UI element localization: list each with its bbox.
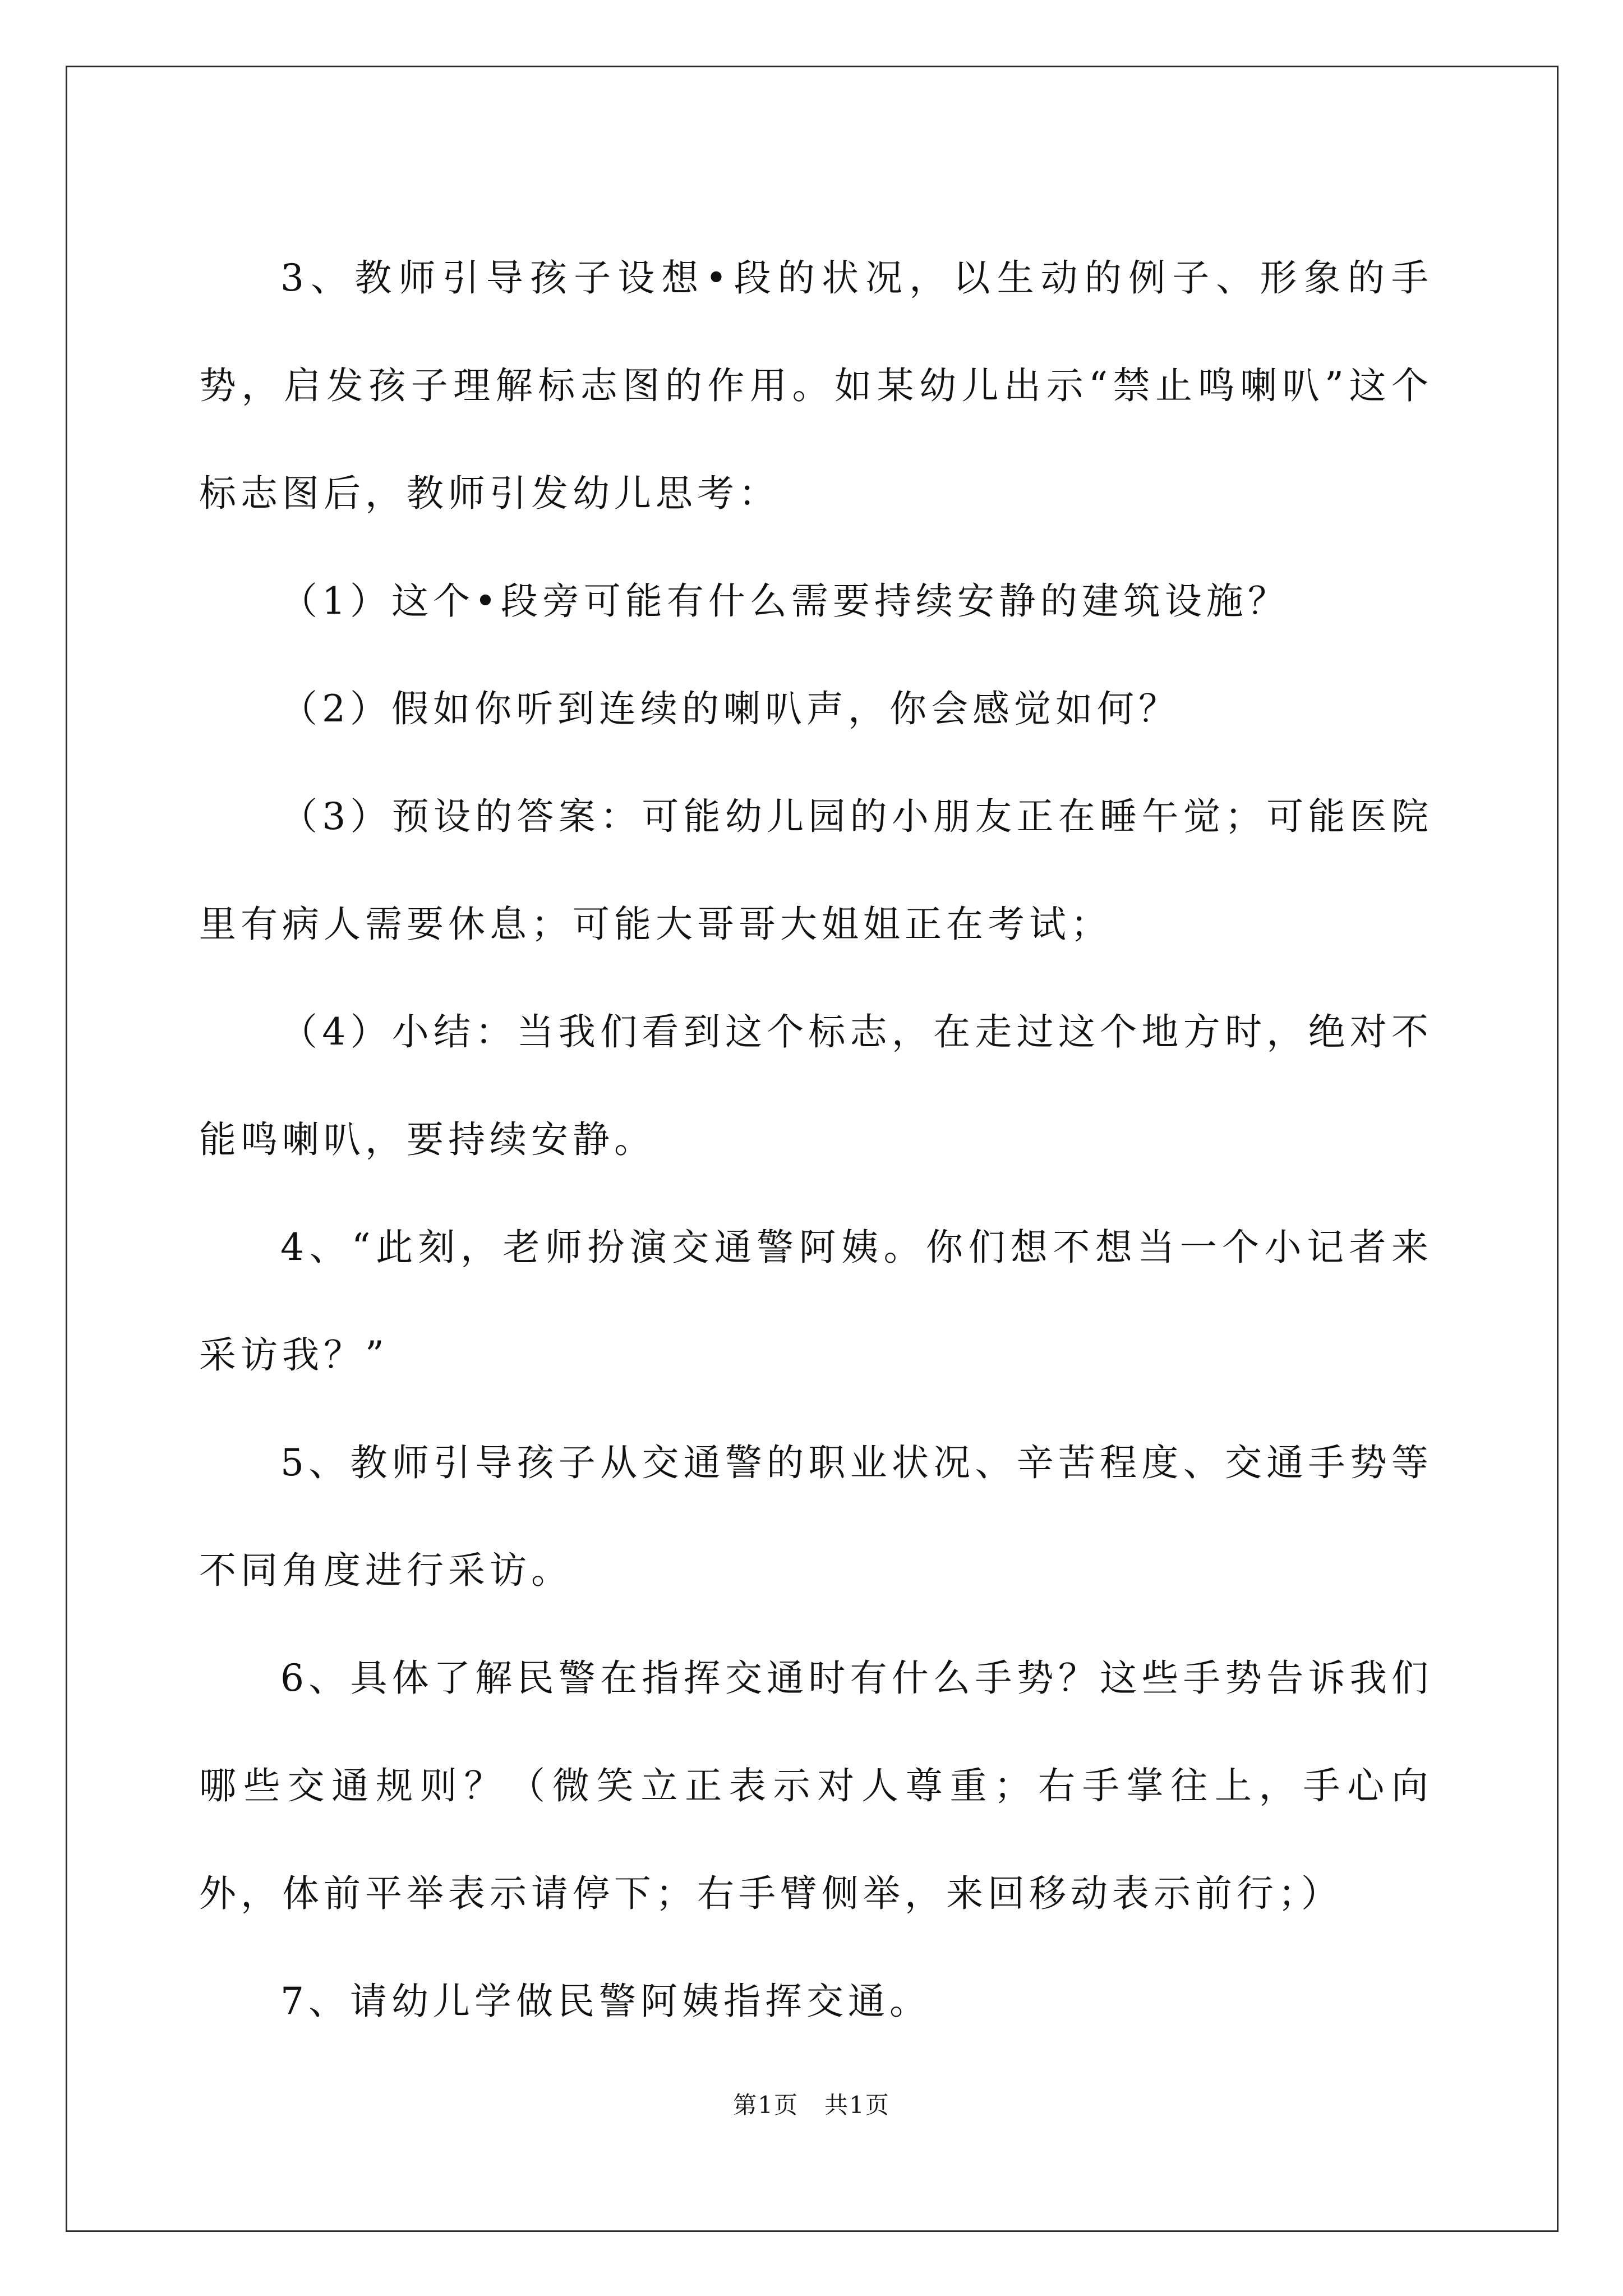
paragraph-step-7: 7、请幼儿学做民警阿姨指挥交通。 (280, 1980, 931, 2023)
page-number-current: 第1页 (733, 2091, 799, 2119)
page-footer (0, 2087, 1623, 2120)
paragraph-step-4: 4、“此刻，老师扮演交通警阿姨。你们想不想当一个小记者来采访我？” (199, 1226, 1433, 1377)
document-body (199, 224, 1433, 2055)
paragraph-answer-3: （3）预设的答案：可能幼儿园的小朋友正在睡午觉；可能医院里有病人需要休息；可能大哥哥大姐姐正在考试； (199, 795, 1433, 946)
paragraph-question-2: （2）假如你听到连续的喇叭声，你会感觉如何？ (280, 687, 1180, 730)
paragraph-question-1: （1）这个•段旁可能有什么需要持续安静的建筑设施？ (280, 579, 1289, 623)
paragraph-step-3: 3、教师引导孩子设想•段的状况，以生动的例子、形象的手势，启发孩子理解标志图的作用。如某幼儿出示“禁止鸣喇叭”这个标志图后，教师引发幼儿思考： (199, 256, 1433, 515)
paragraph-summary-4: （4）小结：当我们看到这个标志，在走过这个地方时，绝对不能鸣喇叭，要持续安静。 (199, 1010, 1433, 1161)
page-number-total: 共1页 (824, 2091, 890, 2119)
paragraph-step-5: 5、教师引导孩子从交通警的职业状况、辛苦程度、交通手势等不同角度进行采访。 (199, 1441, 1433, 1592)
paragraph-step-6: 6、具体了解民警在指挥交通时有什么手势？这些手势告诉我们哪些交通规则？（微笑立正表示对人尊重；右手掌往上，手心向外，体前平举表示请停下；右手臂侧举，来回移动表示前行；） (199, 1657, 1433, 1915)
